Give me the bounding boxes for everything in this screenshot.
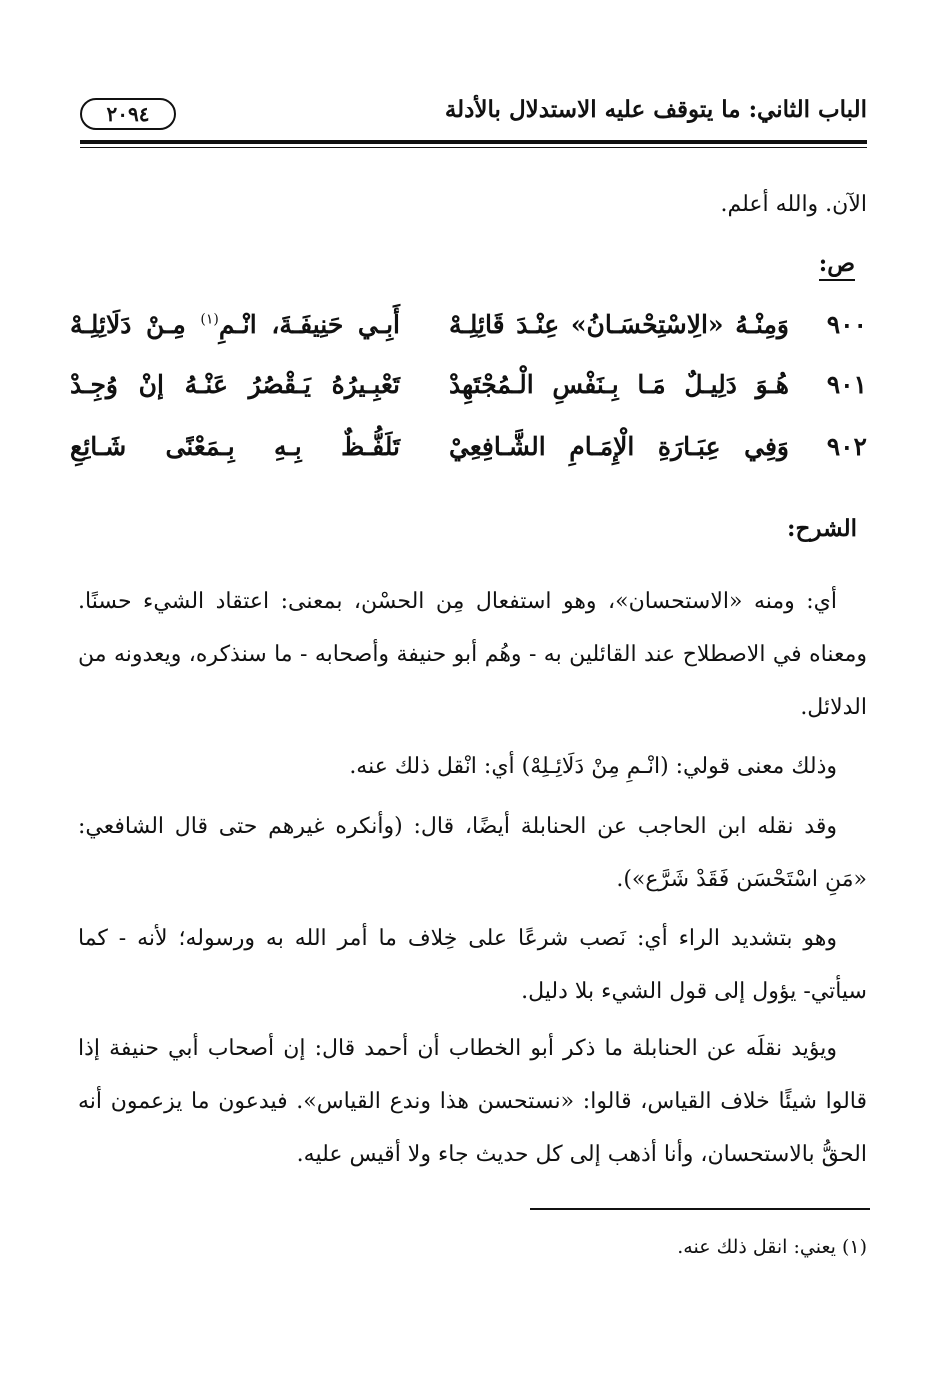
footnote: (١) يعني: انقل ذلك عنه.: [677, 1236, 867, 1258]
header-rule-thick: [80, 140, 867, 144]
verse-first-hemistich: وَمِنْـهُ «الِاسْتِحْسَـانُ» عِنْـدَ قَائِلِـهْ: [449, 310, 789, 339]
verse-number: ٩٠١: [826, 370, 867, 399]
hemistich-text-pre: أَبِـي حَنِيفَـةَ، انْـمِ: [218, 310, 400, 339]
verse-second-hemistich: تَلَفُّـظٌ بِـهِ بِـمَعْنًى شَـائِعِ: [70, 432, 400, 461]
paragraph: وقد نقله ابن الحاجب عن الحنابلة أيضًا، قال: (وأنكره غيرهم حتى قال الشافعي: «مَنِ اسْتَحْسَن فَقَدْ شَرَّع»).: [78, 814, 867, 892]
paragraph: وهو بتشديد الراء أي: نَصب شرعًا على خِلاف ما أمر الله به ورسوله؛ لأنه - كما سيأتي- يؤول إلى قول الشيء بلا دليل.: [78, 926, 867, 1004]
verse-900: [70, 310, 867, 356]
verse-second-hemistich: [70, 310, 400, 339]
verse-number: ٩٠٢: [826, 432, 867, 461]
footnote-marker: (١): [200, 311, 219, 328]
running-title: الباب الثاني: ما يتوقف عليه الاستدلال بالأدلة: [444, 96, 867, 123]
verse-second-hemistich: تَعْبِـيرُهُ يَـقْصُرُ عَنْـهُ إنْ وُجِـدْ: [70, 370, 400, 399]
intro-line: الآن. والله أعلم.: [720, 192, 867, 217]
footnote-separator: [530, 1208, 870, 1210]
header-rule-thin: [80, 147, 867, 148]
verse-number: ٩٠٠: [826, 310, 867, 339]
commentary-heading: الشرح:: [787, 515, 857, 542]
page-number-badge: ٢٠٩٤: [80, 98, 176, 130]
paragraph: أي: ومنه «الاستحسان»، وهو استفعال مِن الحسْن، بمعنى: اعتقاد الشيء حسنًا. ومعناه في الاصطلاح عند القائلين به - وهُم أبو حنيفة وأصحابه - ما سنذكره، ويعدونه من الدلائل.: [78, 589, 867, 720]
page-header: [80, 92, 867, 136]
verse-first-hemistich: وَفِي عِبَـارَةِ الْإِمَـامِ الشَّـافِعِيْ: [449, 432, 789, 461]
verse-first-hemistich: هُـوَ دَلِيـلٌ مَـا بِـنَفْسِ الْـمُجْتَهِدْ: [449, 370, 789, 399]
verse-901: [70, 370, 867, 416]
paragraph: ويؤيد نقلَه عن الحنابلة ما ذكر أبو الخطاب أن أحمد قال: إن أصحاب أبي حنيفة إذا قالوا شيئًا خلاف القياس، قالوا: «نستحسن هذا وندع القياس». فيدعون ما يزعمون أنه الحقُّ بالاستحسان، وأنا أذهب إلى كل حديث جاء ولا أقيس عليه.: [78, 1036, 867, 1167]
verse-902: [70, 432, 867, 478]
hemistich-text-post: مِـنْ دَلَائِلِـهْ: [70, 310, 201, 339]
text-section-heading: ص:: [819, 250, 855, 281]
paragraph: وذلك معنى قولي: (انْـمِ مِنْ دَلَائِـلِهْ) أي: انْقل ذلك عنه.: [349, 754, 837, 779]
